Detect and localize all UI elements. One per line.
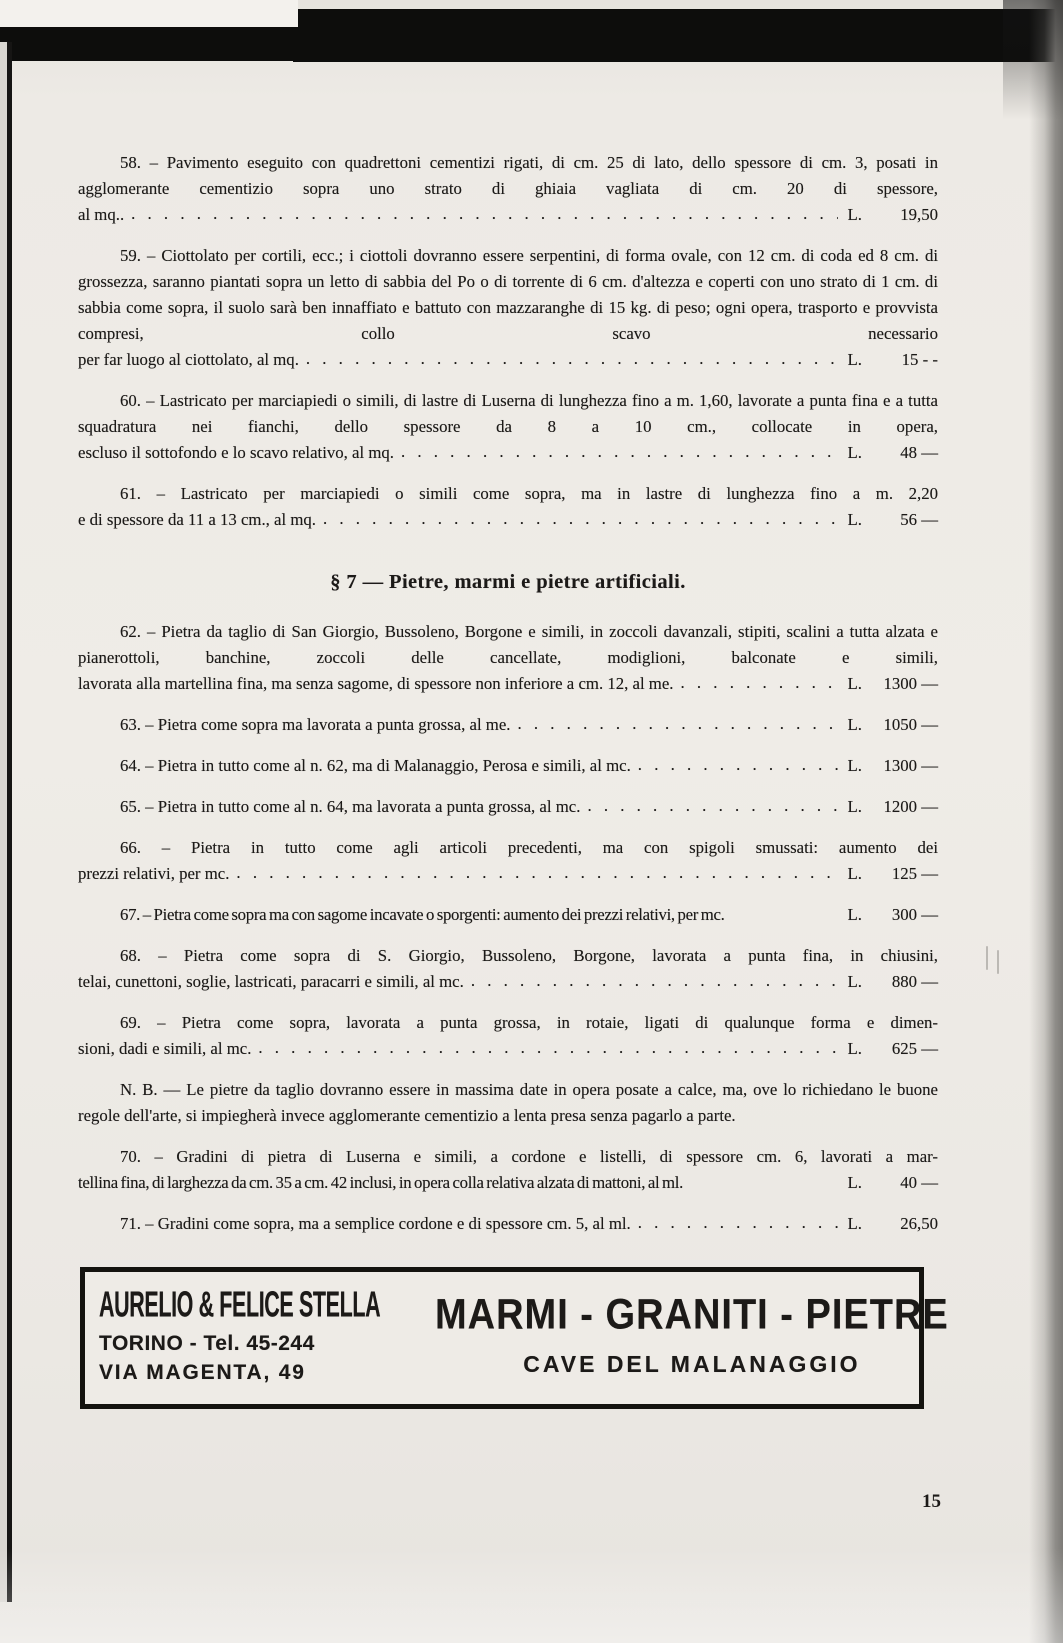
dot-leader	[587, 793, 837, 819]
item-65-tail: 65. – Pietra in tutto come al n. 64, ma lavorata a punta grossa, al mc.	[120, 797, 581, 816]
item-60-price: 48 —	[900, 443, 938, 462]
left-spine-line	[7, 42, 12, 1602]
item-68-text: 68. – Pietra come sopra di S. Giorgio, Bussoleno, Borgone, lavorata a punta fina, in chiusini,	[120, 946, 938, 965]
item-61-text: 61. – Lastricato per marciapiedi o simili come sopra, ma in lastre di lunghezza fino a m. 2,20	[120, 484, 938, 503]
item-58-tail: al mq..	[78, 205, 125, 224]
item-67-tail: 67. – Pietra come sopra ma con sagome incavate o sporgenti: aumento dei prezzi relativi, per mc.	[120, 905, 725, 924]
dot-leader	[236, 860, 837, 886]
dot-leader	[258, 1035, 837, 1061]
dot-leader	[401, 439, 838, 465]
item-69-tail: sioni, dadi e simili, al mc.	[78, 1039, 252, 1058]
bottom-scan-fade	[0, 1548, 1063, 1643]
currency-label: L.	[847, 443, 862, 462]
currency-label: L.	[847, 510, 862, 529]
item-59-priceline	[78, 347, 938, 373]
item-60-text: 60. – Lastricato per marciapiedi o simili, di lastre di Luserna di lunghezza fino a m. 1,60, lavorate a punta fina e a tutta squadratura nei fianchi, dello spessore da 8 a 10 cm., collocate in opera,	[78, 391, 938, 436]
item-66-tail: prezzi relativi, per mc.	[78, 864, 230, 883]
item-58-priceline	[78, 202, 938, 228]
item-71	[78, 1211, 938, 1237]
item-58-price: 19,50	[900, 205, 938, 224]
item-61-priceline	[78, 507, 938, 533]
currency-label: L.	[847, 350, 862, 369]
ad-address: VIA MAGENTA, 49	[99, 1361, 306, 1384]
item-60-tail: escluso il sottofondo e lo scavo relativo, al mq.	[78, 443, 394, 462]
currency-label: L.	[847, 864, 862, 883]
ad-subheadline: CAVE DEL MALANAGGIO	[523, 1350, 861, 1377]
item-65-price: 1200 —	[883, 797, 938, 816]
item-69-price: 625 —	[891, 1039, 938, 1058]
left-page-edge	[0, 42, 7, 1602]
item-58	[78, 150, 938, 228]
ad-headline-block	[435, 1290, 949, 1377]
section-header: § 7 — Pietre, marmi e pietre artificiali.	[330, 571, 686, 593]
currency-label: L.	[847, 205, 862, 224]
nota-bene-text: N. B. — Le pietre da taglio dovranno essere in massima date in opera posate a calce, ma, ove lo richiedano le buone regole dell'arte, si impiegherà invece agglomerante cementizio a lenta presa senza pagarlo a parte.	[78, 1080, 938, 1125]
dot-leader	[131, 201, 837, 227]
item-60	[78, 388, 938, 466]
price-list-content	[78, 150, 949, 1409]
item-68-tail: telai, cunettoni, soglie, lastricati, paracarri e simili, al mc.	[78, 972, 464, 991]
item-63-price: 1050 —	[883, 715, 938, 734]
item-64-price: 1300 —	[883, 756, 938, 775]
nota-bene	[78, 1077, 938, 1129]
currency-label: L.	[847, 674, 862, 693]
item-65	[78, 794, 938, 820]
advertisement-box	[80, 1267, 949, 1409]
item-71-price: 26,50	[900, 1214, 938, 1233]
dot-leader	[518, 711, 838, 737]
top-black-scan-band	[293, 9, 1063, 62]
item-62-priceline	[78, 671, 938, 697]
item-67-priceline	[78, 902, 938, 928]
dot-leader	[323, 506, 838, 532]
item-62-text: 62. – Pietra da taglio di San Giorgio, Bussoleno, Borgone e simili, in zoccoli davanzali, stipiti, scalini a tutta alzata e pianerottoli, banchine, zoccoli delle cancellate, modiglioni, balconate e simili,	[78, 622, 938, 667]
item-66	[78, 835, 938, 887]
currency-label: L.	[847, 797, 862, 816]
pencil-mark	[986, 946, 988, 970]
currency-label: L.	[847, 972, 862, 991]
item-65-priceline	[78, 794, 938, 820]
ad-company-block	[99, 1285, 435, 1386]
item-61-price: 56 —	[900, 510, 938, 529]
currency-label: L.	[847, 715, 862, 734]
item-68-priceline	[78, 969, 938, 995]
currency-label: L.	[847, 905, 862, 924]
item-66-priceline	[78, 861, 938, 887]
item-66-text: 66. – Pietra in tutto come agli articoli precedenti, ma con spigoli smussati: aumento dei	[120, 838, 938, 857]
ad-headline: MARMI - GRANITI - PIETRE	[435, 1290, 949, 1339]
top-black-scan-band-left	[0, 27, 300, 61]
item-67-price: 300 —	[891, 905, 938, 924]
item-59-tail: per far luogo al ciottolato, al mq.	[78, 350, 299, 369]
right-page-edge-shadow	[1029, 0, 1063, 1643]
item-64-priceline	[78, 753, 938, 779]
dot-leader	[471, 968, 838, 994]
dot-leader	[306, 346, 838, 372]
page-number: 15	[922, 1491, 941, 1512]
currency-label: L.	[847, 1214, 862, 1233]
item-69	[78, 1010, 938, 1062]
item-61	[78, 481, 938, 533]
item-64-tail: 64. – Pietra in tutto come al n. 62, ma di Malanaggio, Perosa e simili, al mc.	[120, 756, 631, 775]
currency-label: L.	[847, 756, 862, 775]
item-68-price: 880 —	[891, 972, 938, 991]
currency-label: L.	[847, 1039, 862, 1058]
ad-city-phone: TORINO - Tel. 45-244	[99, 1332, 315, 1355]
item-70-price: 40 —	[900, 1173, 938, 1192]
item-63	[78, 712, 938, 738]
item-68	[78, 943, 938, 995]
item-70-text: 70. – Gradini di pietra di Luserna e simili, a cordone e listelli, di spessore cm. 6, lavorati a mar-	[120, 1147, 938, 1166]
item-59-text: 59. – Ciottolato per cortili, ecc.; i ciottoli dovranno essere serpentini, di forma ovale, con 12 cm. di coda ed 8 cm. di grossezza, saranno piantati sopra un letto di sabbia del Po o di torrente di 6 cm. d'altezza e coperti con uno strato di 1 cm. di sabbia come sopra, il suolo sarà ben innaffiato e battuto con mazzaranghe di 15 kg. di peso; ogni opera, trasporto e provvista compresi, collo scavo necessario	[78, 246, 938, 343]
dot-leader	[638, 752, 838, 778]
item-70-tail: tellina fina, di larghezza da cm. 35 a cm. 42 inclusi, in opera colla relativa alzata di mattoni, al ml.	[78, 1173, 684, 1192]
item-71-priceline	[78, 1211, 938, 1237]
top-left-white-notch	[0, 0, 298, 27]
ad-company-name: AURELIO & FELICE STELLA	[99, 1285, 381, 1325]
item-58-text: 58. – Pavimento eseguito con quadrettoni cementizi rigati, di cm. 25 di lato, dello spessore di cm. 3, posati in agglomerante cementizio sopra uno strato di ghiaia vagliata di cm. 20 di spessore,	[78, 153, 938, 198]
dot-leader	[681, 670, 838, 696]
item-59-price: 15 - -	[901, 350, 938, 369]
item-63-tail: 63. – Pietra come sopra ma lavorata a punta grossa, al me.	[120, 715, 511, 734]
item-61-tail: e di spessore da 11 a 13 cm., al mq.	[78, 510, 316, 529]
currency-label: L.	[847, 1173, 862, 1192]
right-top-shadow	[1003, 0, 1063, 120]
dot-leader	[638, 1210, 838, 1236]
item-62	[78, 619, 938, 697]
item-69-text: 69. – Pietra come sopra, lavorata a punta grossa, in rotaie, ligati di qualunque forma e dimen-	[120, 1013, 938, 1032]
item-70	[78, 1144, 938, 1196]
item-70-priceline	[78, 1170, 938, 1196]
item-71-tail: 71. – Gradini come sopra, ma a semplice cordone e di spessore cm. 5, al ml.	[120, 1214, 631, 1233]
item-63-priceline	[78, 712, 938, 738]
item-62-price: 1300 —	[883, 674, 938, 693]
item-66-price: 125 —	[891, 864, 938, 883]
item-62-tail: lavorata alla martellina fina, ma senza sagome, di spessore non inferiore a cm. 12, al me.	[78, 674, 674, 693]
item-64	[78, 753, 938, 779]
item-69-priceline	[78, 1036, 938, 1062]
item-67	[78, 902, 938, 928]
pencil-mark	[997, 950, 999, 974]
item-59	[78, 243, 938, 373]
item-60-priceline	[78, 440, 938, 466]
